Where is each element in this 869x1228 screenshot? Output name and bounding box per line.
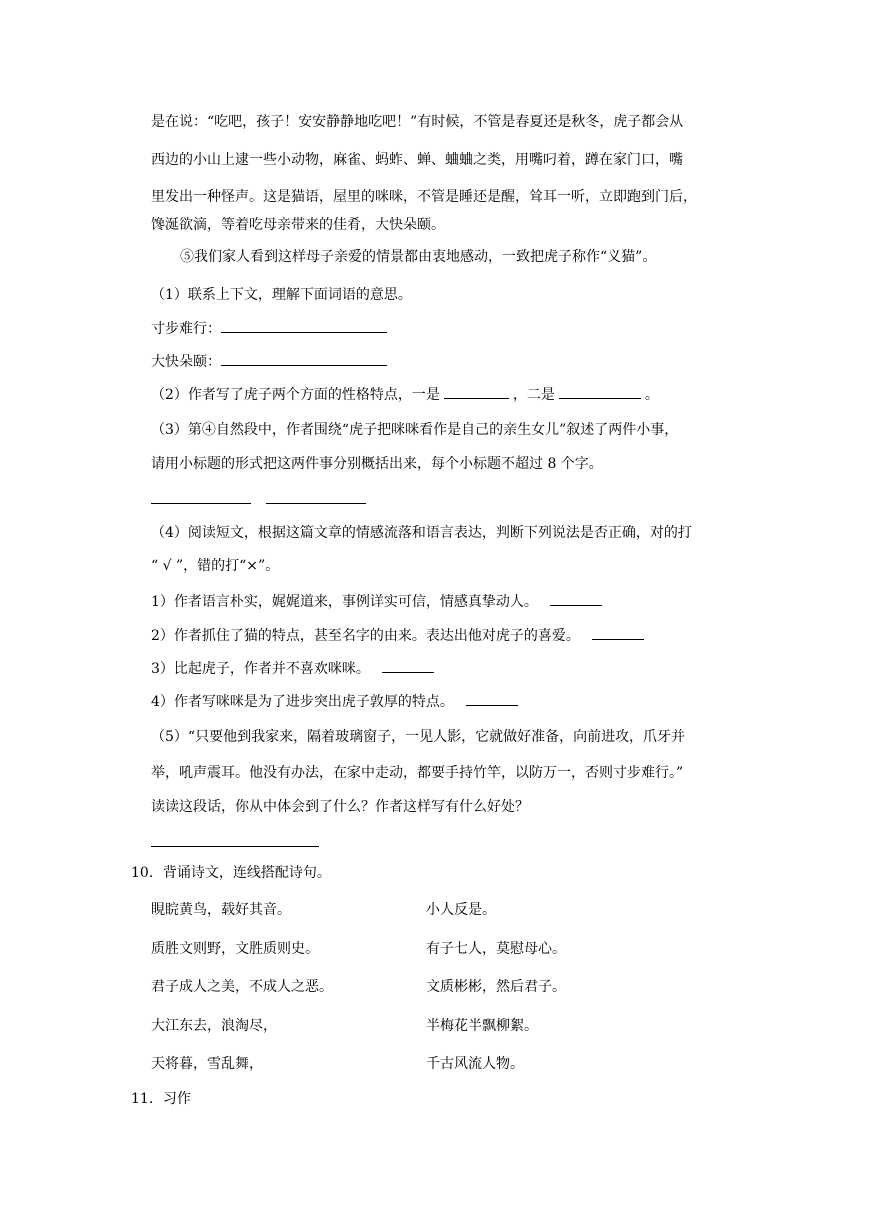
q10-right-item-4[interactable]: 半梅花半飘柳絮。	[426, 1018, 538, 1034]
passage-line-3: 里发出一种怪声。这是猫语，屋里的咪咪，不管是睡还是醒，耸耳一听，立即跑到门后，	[151, 189, 697, 205]
q4-item-4	[151, 691, 522, 712]
q5-line-3: 读读这段话，你从中体会到了什么？作者这样写有什么好处？	[151, 799, 529, 815]
q2-row	[151, 384, 659, 405]
q2-mid: ，二是	[512, 387, 555, 403]
q2-prefix: （2）作者写了虎子两个方面的性格特点，一是	[151, 387, 440, 403]
q5-line-2: 举，吼声震耳。他没有办法，在家中走动，都要手持竹竿，以防万一，否则寸步难行。”	[151, 765, 684, 781]
q11-title: 11．习作	[131, 1091, 191, 1107]
q10-left-item-1[interactable]: 睍睆黄鸟，载好其音。	[151, 902, 291, 918]
q1-term1-row	[151, 318, 391, 339]
q1-term2-label: 大快朵颐：	[151, 354, 221, 370]
q2-suffix: 。	[644, 387, 659, 403]
q1-term1-label: 寸步难行：	[151, 321, 221, 337]
passage-line-4: 馋涎欲滴，等着吃母亲带来的佳肴，大快朵颐。	[151, 217, 445, 233]
q4-item-2-text: 2）作者抓住了猫的特点，甚至名字的由来。表达出他对虎子的喜爱。	[151, 628, 580, 644]
q10-title: 10．背诵诗文，连线搭配诗句。	[131, 865, 331, 881]
q4-line-2: “ √ ”，错的打“×”。	[151, 558, 280, 574]
q4-line-1: （4）阅读短文，根据这篇文章的情感流落和语言表达，判断下列说法是否正确，对的打	[151, 525, 692, 541]
q10-left-item-3[interactable]: 君子成人之美，不成人之恶。	[151, 979, 333, 995]
q4-item-1-text: 1）作者语言朴实，娓娓道来，事例详实可信，情感真挚动人。	[151, 594, 538, 610]
q10-right-item-1[interactable]: 小人反是。	[426, 902, 496, 918]
q3-line-2: 请用小标题的形式把这两件事分别概括出来，每个小标题不超过 8 个字。	[151, 456, 603, 472]
passage-line-2: 西边的小山上逮一些小动物，麻雀、蚂蚱、蝉、蛐蛐之类，用嘴叼着，蹲在家门口，嘴	[151, 152, 683, 168]
q1-term1-answer-blank[interactable]	[221, 318, 387, 333]
q5-line-1: （5）“只要他到我家来，隔着玻璃窗子，一见人影，它就做好准备，向前进攻，爪牙并	[151, 729, 686, 745]
q4-item-2	[151, 625, 648, 646]
q4-item-2-answer-blank[interactable]	[592, 625, 644, 640]
q1-term2-answer-blank[interactable]	[221, 351, 387, 366]
q4-item-3	[151, 658, 438, 679]
q1-prompt: （1）联系上下文，理解下面词语的意思。	[151, 287, 412, 303]
q3-answer-blank-1[interactable]	[151, 503, 251, 504]
paragraph-5: ⑤我们家人看到这样母子亲爱的情景都由衷地感动，一致把虎子称作“义猫”。	[180, 249, 657, 265]
q10-right-item-3[interactable]: 文质彬彬，然后君子。	[426, 979, 566, 995]
q10-left-item-2[interactable]: 质胜文则野，文胜质则史。	[151, 941, 319, 957]
q4-item-4-text: 4）作者写咪咪是为了进步突出虎子敦厚的特点。	[151, 694, 454, 710]
q5-answer-blank[interactable]	[151, 846, 319, 847]
q3-answer-blank-2[interactable]	[266, 503, 366, 504]
q4-item-1-answer-blank[interactable]	[550, 591, 602, 606]
q1-term2-row	[151, 351, 391, 372]
q10-left-item-4[interactable]: 大江东去，浪淘尽，	[151, 1018, 277, 1034]
q4-item-3-text: 3）比起虎子，作者并不喜欢咪咪。	[151, 661, 370, 677]
q4-item-1	[151, 591, 606, 612]
q4-item-3-answer-blank[interactable]	[382, 658, 434, 673]
q10-right-item-2[interactable]: 有子七人，莫慰母心。	[426, 941, 566, 957]
q10-right-item-5[interactable]: 千古风流人物。	[426, 1056, 524, 1072]
q2-answer-blank-2[interactable]	[559, 384, 641, 399]
passage-line-1: 是在说：“吃吧，孩子！安安静静地吃吧！”有时候，不管是春夏还是秋冬，虎子都会从	[151, 114, 684, 130]
q2-answer-blank-1[interactable]	[444, 384, 509, 399]
q10-left-item-5[interactable]: 天将暮，雪乱舞，	[151, 1056, 263, 1072]
q3-line-1: （3）第④自然段中，作者围绕“虎子把咪咪看作是自己的亲生女儿”叙述了两件小事，	[151, 422, 679, 438]
q4-item-4-answer-blank[interactable]	[466, 691, 518, 706]
